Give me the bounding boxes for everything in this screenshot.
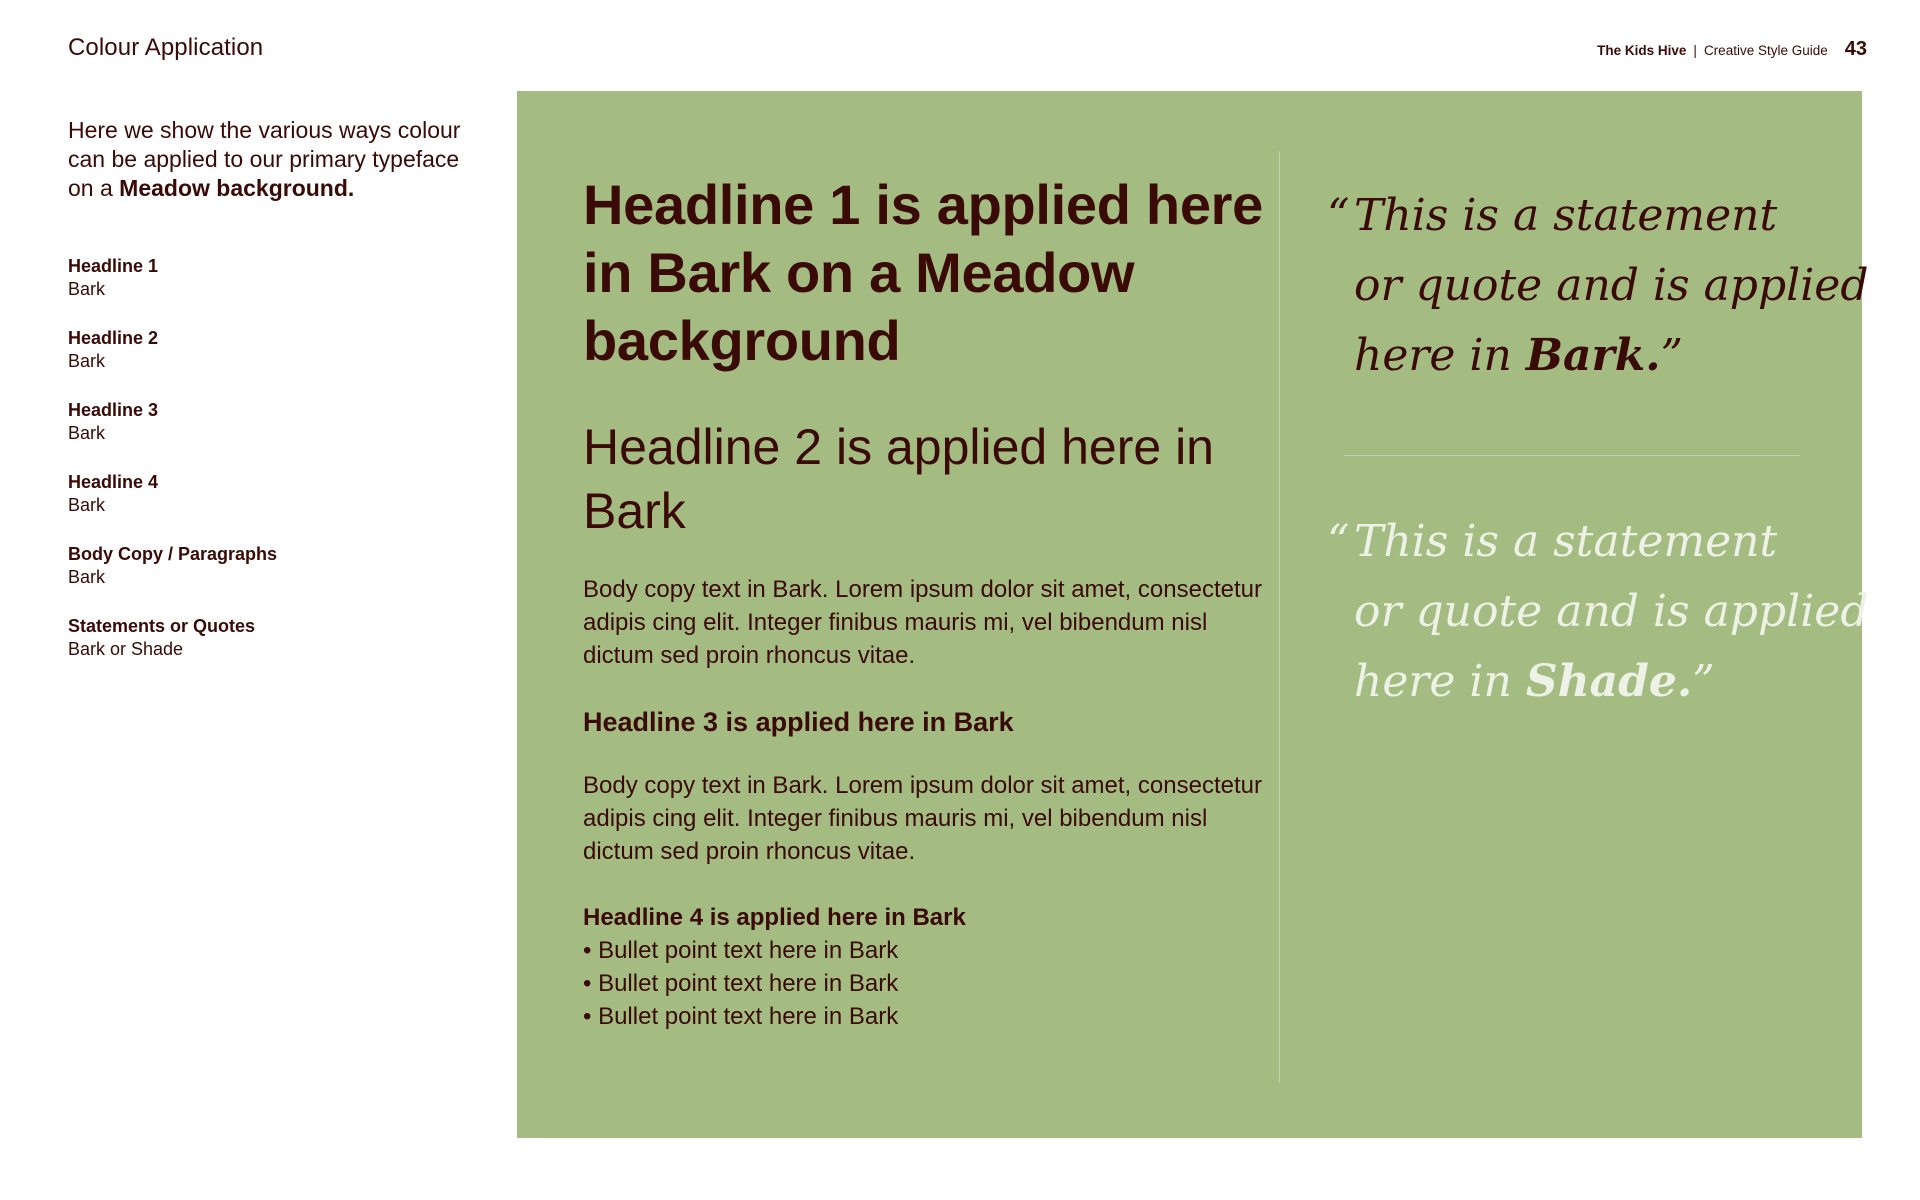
page-header [1597,38,1867,61]
quote-colour-name: Shade. [1525,656,1693,707]
quote-line: or quote and is applied [1354,260,1869,311]
headline-4-sample: Headline 4 is applied here in Bark [583,904,966,931]
open-quote-mark: “ [1327,516,1350,567]
horizontal-divider [1344,455,1800,456]
spec-name: Headline 3 [68,400,159,420]
spec-colour: Bark [68,495,106,515]
spec-colour: Bark or Shade [68,639,184,659]
intro-bold-text: Meadow background. [119,175,355,201]
colour-spec-list [68,255,448,687]
quote-bark [1327,181,1869,391]
bullet-item: • Bullet point text here in Bark [583,934,1283,967]
quote-line [1327,181,1817,251]
spec-item [68,615,448,687]
quote-text: here in [1354,656,1526,707]
spec-item [68,399,448,471]
spec-name: Body Copy / Paragraphs [68,544,278,564]
spec-name: Headline 2 [68,328,159,348]
spec-item [68,543,448,615]
intro-text: Here we show the various ways colour can be applied to our primary typeface on a [68,117,461,201]
meadow-panel [517,91,1869,1138]
quote-line [1327,647,1817,717]
bullet-list [583,934,1283,1033]
spec-name: Headline 1 [68,256,159,276]
open-quote-mark: “ [1327,190,1350,241]
headline-3-sample: Headline 3 is applied here in Bark [583,707,1014,737]
brand-name: The Kids Hive [1597,43,1687,58]
body-copy-sample: Body copy text in Bark. Lorem ipsum dolor sit amet, consectetur adipis cing elit. Integer finibus mauris mi, vel bibendum nisl dictum sed proin rhoncus vitae. [583,576,1262,669]
section-title: Colour Application [68,34,264,61]
spec-name: Statements or Quotes [68,616,256,636]
guide-title: Creative Style Guide [1703,43,1828,58]
quote-line [1327,507,1817,577]
quote-text: This is a statement [1354,190,1778,241]
spec-item [68,255,448,327]
vertical-divider [1279,151,1280,1083]
spec-item [68,471,448,543]
header-separator: | [1693,43,1697,58]
quote-text: here in [1354,330,1526,381]
headline-2-sample: Headline 2 is applied here in Bark [583,419,1214,539]
quote-shade [1327,507,1869,717]
spec-item [68,327,448,399]
quote-line [1327,321,1817,391]
quote-text: This is a statement [1354,516,1778,567]
body-copy-sample: Body copy text in Bark. Lorem ipsum dolor sit amet, consectetur adipis cing elit. Integer finibus mauris mi, vel bibendum nisl dictum sed proin rhoncus vitae. [583,772,1262,865]
spec-colour: Bark [68,567,106,587]
bullet-item: • Bullet point text here in Bark [583,967,1283,1000]
close-quote-mark: ” [1660,330,1684,381]
spec-colour: Bark [68,279,106,299]
quote-colour-name: Bark. [1525,330,1661,381]
close-quote-mark: ” [1692,656,1715,707]
spec-colour: Bark [68,423,106,443]
spec-name: Headline 4 [68,472,159,492]
spec-colour: Bark [68,351,106,371]
quote-line: or quote and is applied [1354,586,1869,637]
typography-column [583,171,1283,1033]
bullet-item: • Bullet point text here in Bark [583,1000,1283,1033]
headline-1-sample: Headline 1 is applied here in Bark on a Meadow background [583,173,1264,372]
intro-paragraph [68,116,468,203]
page-number: 43 [1844,38,1867,60]
